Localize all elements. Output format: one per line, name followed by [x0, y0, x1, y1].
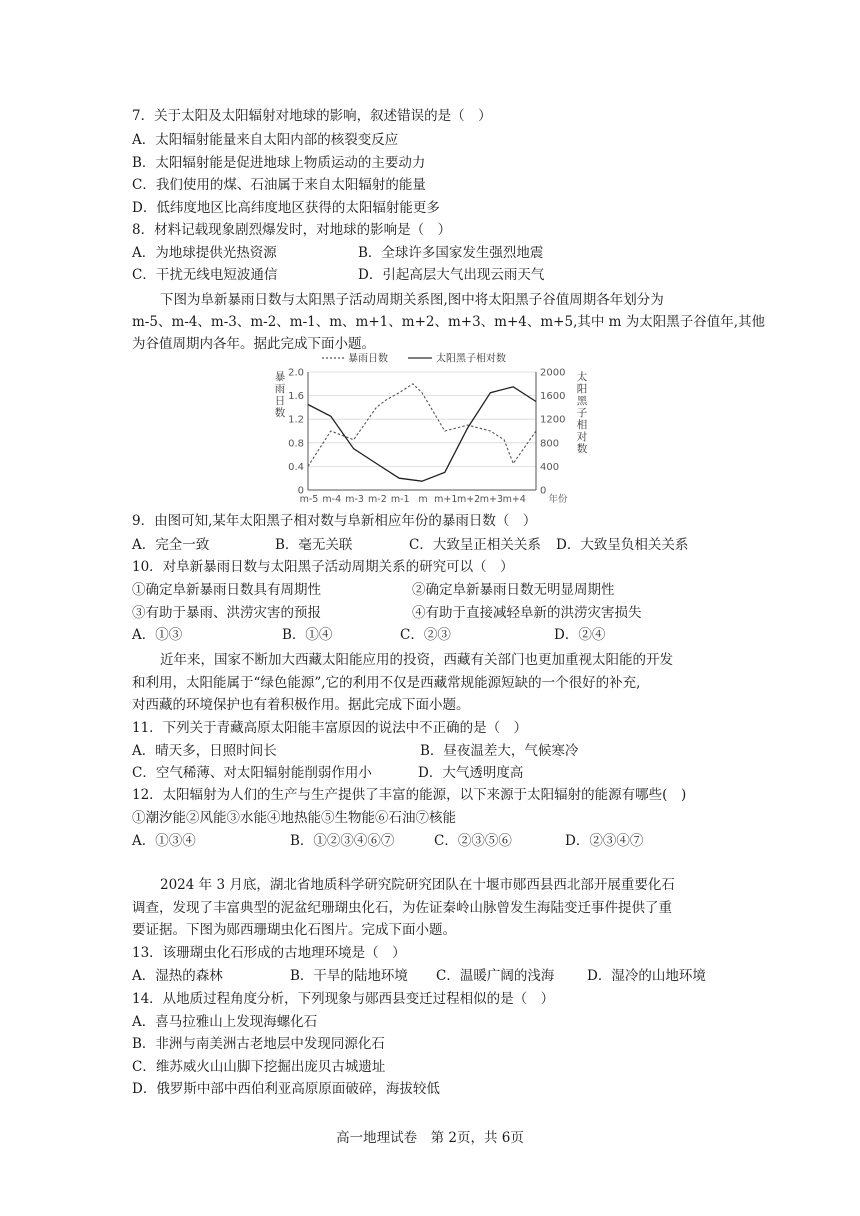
- chart-legend: [322, 352, 506, 365]
- question-10-option-c: C．②③: [400, 627, 451, 643]
- chart-gridlines: [308, 372, 536, 466]
- question-10-statement-3: ③有助于暴雨、洪涝灾害的预报: [132, 605, 321, 621]
- x-tick-label: m-3: [345, 494, 364, 505]
- question-13-option-b: B．干旱的陆地环境: [290, 968, 408, 984]
- passage-2-line-3: 对西藏的环境保护也有着积极作用。据此完成下面小题。: [132, 697, 470, 713]
- question-7-option-a: A．太阳辐射能量来自太阳内部的核裂变反应: [132, 132, 399, 148]
- question-10-statement-4: ④有助于直接减轻阜新的洪涝灾害损失: [412, 605, 642, 621]
- question-7-option-c: C．我们使用的煤、石油属于来自太阳辐射的能量: [132, 177, 426, 193]
- axis-title-char: 相: [576, 419, 588, 431]
- left-tick-label: 0: [297, 485, 304, 497]
- question-11-option-d: D．大气透明度高: [418, 765, 524, 781]
- question-12-option-a: A．①③④: [132, 833, 196, 849]
- question-9-option-a: A．完全一致: [132, 537, 210, 553]
- axis-title-char: 太: [576, 371, 588, 383]
- rainstorm-days-line: [308, 384, 536, 467]
- question-11-option-a: A．晴天多，日照时间长: [132, 743, 277, 759]
- axis-title-char: 阳: [576, 383, 588, 395]
- right-tick-label: 1600: [540, 391, 566, 403]
- chart-labels: [275, 352, 588, 506]
- question-7-option-b: B．太阳辐射能是促进地球上物质运动的主要动力: [132, 155, 426, 171]
- left-tick-label: 2.0: [288, 367, 304, 379]
- left-tick-label: 1.6: [288, 391, 304, 403]
- passage-3-line-2: 调查，发现了丰富典型的泥盆纪珊瑚虫化石，为佐证秦岭山脉曾发生海陆变迁事件提供了重: [132, 900, 672, 916]
- question-13-option-c: C．温暖广阔的浅海: [436, 968, 555, 984]
- question-11-stem: 11．下列关于青藏高原太阳能丰富原因的说法中不正确的是（ ）: [132, 720, 528, 736]
- question-7-option-d: D．低纬度地区比高纬度地区获得的太阳辐射能更多: [132, 200, 440, 216]
- left-axis-title: [275, 371, 286, 419]
- question-14-option-b: B．非洲与南美洲古老地层中发现同源化石: [132, 1036, 385, 1052]
- question-14-option-d: D．俄罗斯中部中西伯利亚高原原面破碎，海拔较低: [132, 1081, 440, 1097]
- x-tick-label: m: [418, 494, 428, 505]
- axis-title-char: 数: [576, 443, 588, 455]
- question-9-option-b: B．毫无关联: [275, 537, 353, 553]
- question-7-stem: 7．关于太阳及太阳辐射对地球的影响，叙述错误的是（ ）: [132, 108, 492, 124]
- question-8-option-c: C．干扰无线电短波通信: [132, 267, 278, 283]
- x-axis-unit-label: 年份: [548, 494, 568, 505]
- question-10-statement-1: ①确定阜新暴雨日数具有周期性: [132, 582, 321, 598]
- left-tick-label: 1.2: [288, 414, 304, 426]
- page-footer: 高一地理试卷 第 2页，共 6页: [336, 1130, 524, 1146]
- x-tick-label: m+1: [434, 494, 458, 505]
- question-12-stem: 12．太阳辐射为人们的生产与生产提供了丰富的能源，以下来源于太阳辐射的能源有哪些( ): [132, 787, 687, 803]
- x-tick-label: m+3: [479, 494, 504, 505]
- left-tick-label: 0.4: [288, 461, 304, 473]
- x-tick-label: m-4: [322, 494, 342, 505]
- question-10-option-a: A．①③: [132, 627, 183, 643]
- passage-1-line-3: 为谷值周期内各年。据此完成下面小题。: [132, 336, 375, 352]
- x-tick-label: m-1: [390, 494, 410, 505]
- passage-1-line-1: 下图为阜新暴雨日数与太阳黑子活动周期关系图,图中将太阳黑子谷值周期各年划分为: [160, 292, 664, 308]
- right-tick-label: 1200: [540, 414, 566, 426]
- question-11-option-c: C．空气稀薄、对太阳辐射能削弱作用小: [132, 765, 372, 781]
- question-10-option-d: D．②④: [554, 627, 606, 643]
- question-10-option-b: B．①④: [282, 627, 333, 643]
- axis-title-char: 日: [274, 395, 286, 407]
- question-14-option-c: C．维苏威火山山脚下挖掘出庞贝古城遗址: [132, 1059, 386, 1075]
- question-10-statement-2: ②确定阜新暴雨日数无明显周期性: [412, 582, 615, 598]
- question-13-option-d: D．湿冷的山地环境: [587, 968, 706, 984]
- x-tick-label: m-5: [299, 494, 319, 505]
- passage-2-line-2: 和利用，太阳能属于“绿色能源”,它的利用不仅是西藏常规能源短缺的一个很好的补充,: [132, 675, 641, 691]
- x-tick-label: m+2: [456, 494, 481, 505]
- axis-title-char: 暴: [274, 371, 286, 383]
- question-9-stem: 9．由图可知,某年太阳黑子相对数与阜新相应年份的暴雨日数（ ）: [132, 513, 537, 529]
- question-13-option-a: A．湿热的森林: [132, 968, 223, 984]
- legend-label: 太阳黑子相对数: [436, 353, 506, 365]
- question-10-stem: 10．对阜新暴雨日数与太阳黑子活动周期关系的研究可以（ ）: [132, 559, 514, 575]
- axis-title-char: 数: [274, 407, 286, 419]
- passage-3-line-1: 2024 年 3 月底，湖北省地质科学研究院研究团队在十堰市郧西县西北部开展重要化石: [160, 877, 675, 893]
- right-tick-label: 800: [540, 438, 560, 450]
- question-8-option-a: A．为地球提供光热资源: [132, 245, 277, 261]
- x-tick-label: m-2: [368, 494, 387, 505]
- question-8-stem: 8．材料记载现象剧烈爆发时，对地球的影响是（ ）: [132, 222, 452, 238]
- question-11-option-b: B．昼夜温差大，气候寒冷: [420, 743, 579, 759]
- question-14-option-a: A．喜马拉雅山上发现海螺化石: [132, 1014, 318, 1030]
- rainstorm-sunspot-chart: [266, 348, 586, 508]
- question-12-option-c: C．②③⑤⑥: [434, 833, 512, 849]
- question-13-stem: 13．该珊瑚虫化石形成的古地理环境是（ ）: [132, 945, 406, 961]
- right-tick-label: 0: [540, 485, 547, 497]
- question-12-option-b: B．①②③④⑥⑦: [290, 833, 395, 849]
- right-tick-label: 400: [540, 461, 560, 473]
- axis-title-char: 子: [576, 407, 588, 419]
- question-8-option-b: B．全球许多国家发生强烈地震: [358, 245, 544, 261]
- left-tick-label: 0.8: [288, 438, 304, 450]
- question-14-stem: 14．从地质过程角度分析，下列现象与郧西县变迁过程相似的是（ ）: [132, 991, 555, 1007]
- axis-title-char: 雨: [274, 383, 286, 395]
- passage-3-line-3: 要证据。下图为郧西珊瑚虫化石图片。完成下面小题。: [132, 922, 456, 938]
- axis-title-char: 黑: [576, 395, 588, 407]
- right-tick-label: 2000: [540, 367, 566, 379]
- question-9-option-d: D．大致呈负相关关系: [556, 537, 689, 553]
- question-12-items: ①潮汐能②风能③水能④地热能⑤生物能⑥石油⑦核能: [132, 810, 456, 826]
- question-9-option-c: C．大致呈正相关关系: [409, 537, 541, 553]
- right-axis-title: [577, 370, 588, 455]
- axis-title-char: 对: [576, 431, 588, 443]
- sunspot-number-line: [308, 387, 536, 481]
- x-tick-label: m+4: [502, 494, 526, 505]
- legend-label: 暴雨日数: [348, 353, 388, 365]
- passage-1-line-2: m-5、m-4、m-3、m-2、m-1、m、m+1、m+2、m+3、m+4、m+5,其中 m 为太阳黑子谷值年,其他: [132, 314, 766, 330]
- question-12-option-d: D．②③④⑦: [565, 833, 644, 849]
- passage-2-line-1: 近年来，国家不断加大西藏太阳能应用的投资，西藏有关部门也更加重视太阳能的开发: [160, 652, 673, 668]
- question-8-option-d: D．引起高层大气出现云雨天气: [358, 267, 545, 283]
